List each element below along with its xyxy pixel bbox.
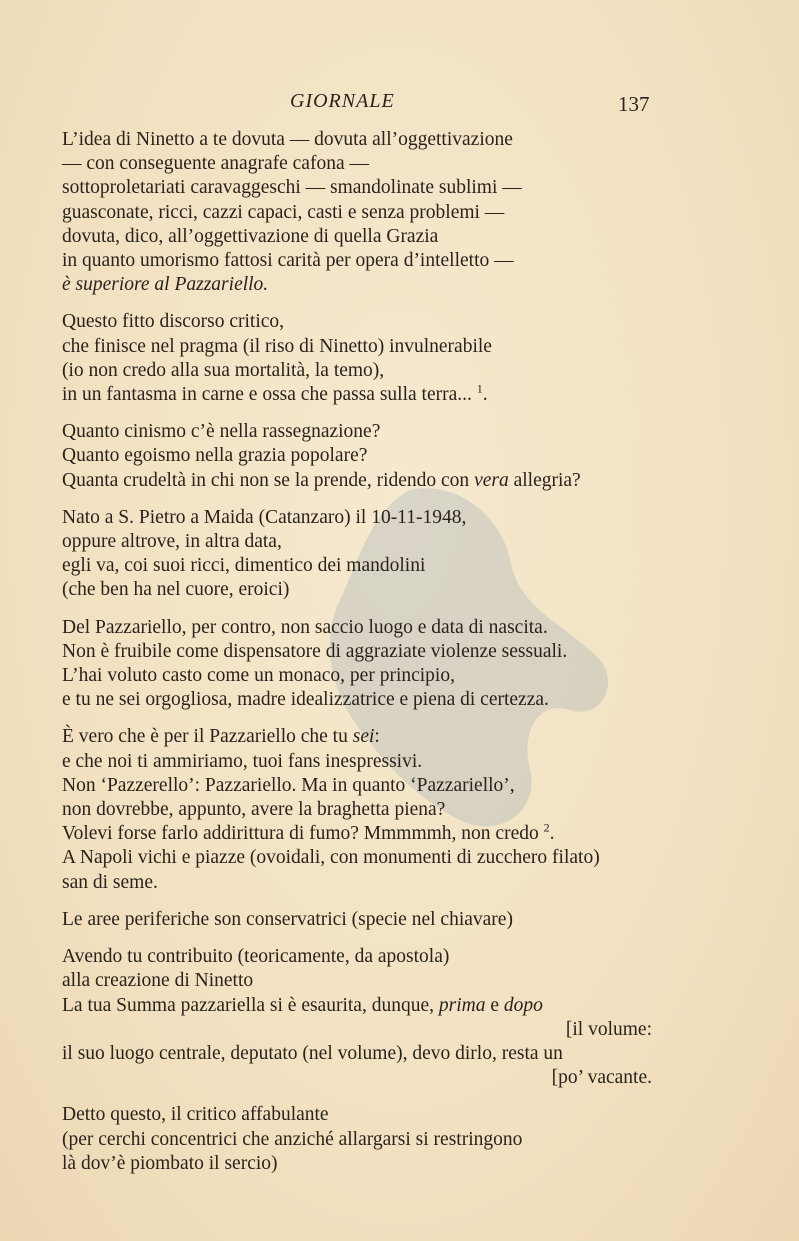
stanza xyxy=(62,945,652,1090)
verse-text: Avendo tu contribuito (teoricamente, da apostola) xyxy=(62,946,450,968)
verse-text: Quanto cinismo c’è nella rassegnazione? xyxy=(62,421,381,443)
verse-text: A Napoli vichi e piazze (ovoidali, con monumenti di zucchero filato) xyxy=(62,847,600,869)
running-head xyxy=(0,90,799,116)
verse-text: là dov’è piombato il sercio) xyxy=(62,1152,278,1174)
verse-text: : xyxy=(374,726,380,748)
verse-text: Quanto egoismo nella grazia popolare? xyxy=(62,445,368,467)
verse-line xyxy=(62,578,652,602)
verse-line xyxy=(62,640,652,664)
verse-line xyxy=(62,616,652,640)
verse-line xyxy=(62,554,652,578)
verse-text: — con conseguente anagrafe cafona — xyxy=(62,153,369,175)
verse-line xyxy=(62,128,652,152)
verse-text: Nato a S. Pietro a Maida (Catanzaro) il 10-11-1948, xyxy=(62,506,467,528)
verse-text: La tua Summa pazzariella si è esaurita, dunque, xyxy=(62,994,439,1016)
verse-text: . xyxy=(482,384,488,406)
footnote-marker: 1 xyxy=(476,381,483,396)
verse-text: che finisce nel pragma (il riso di Ninetto) invulnerabile xyxy=(62,335,492,357)
verse-line xyxy=(62,871,652,895)
verse-line xyxy=(62,1152,652,1176)
verse-text: oppure altrove, in altra data, xyxy=(62,531,282,553)
stanza xyxy=(62,506,652,603)
verse-text: Questo fitto discorso critico, xyxy=(62,311,285,333)
verse-line xyxy=(62,420,652,444)
verse-text: dovuta, dico, all’oggettivazione di quella Grazia xyxy=(62,225,439,247)
verse-line xyxy=(62,908,652,932)
verse-line xyxy=(62,335,652,359)
stanza xyxy=(62,725,652,894)
verse-text: . xyxy=(549,823,555,845)
running-title: GIORNALE xyxy=(290,90,395,112)
stanza xyxy=(62,1103,652,1176)
verse-text: [il volume: xyxy=(565,1018,652,1040)
verse-line xyxy=(62,725,652,749)
stanza xyxy=(62,420,652,493)
verse-line xyxy=(62,152,652,176)
verse-line xyxy=(62,945,652,969)
verse-text: in quanto umorismo fattosi carità per opera d’intelletto — xyxy=(62,250,514,272)
verse-text: sottoproletariati caravaggeschi — smandolinate sublimi — xyxy=(62,177,522,199)
verse-text: guasconate, ricci, cazzi capaci, casti e senza problemi — xyxy=(62,201,505,223)
italic-word: dopo xyxy=(503,994,543,1016)
verse-line xyxy=(62,822,652,846)
verse-text: è superiore al Pazzariello. xyxy=(62,274,269,296)
verse-text: alla creazione di Ninetto xyxy=(62,970,254,992)
verse-text: il suo luogo centrale, deputato (nel volume), devo dirlo, resta un xyxy=(62,1042,563,1064)
verse-line xyxy=(62,798,652,822)
verse-text: (che ben ha nel cuore, eroici) xyxy=(62,579,290,601)
stanza xyxy=(62,908,652,932)
footnote-marker: 2 xyxy=(543,820,550,835)
stanza xyxy=(62,128,652,297)
poem-body xyxy=(62,128,652,1189)
verse-line xyxy=(62,1042,652,1066)
verse-text: Quanta crudeltà in chi non se la prende, ridendo con xyxy=(62,469,475,491)
verse-text: Volevi forse farlo addirittura di fumo? Mmmmmh, non credo xyxy=(62,823,544,845)
verse-line xyxy=(62,1128,652,1152)
verse-line xyxy=(62,774,652,798)
verse-text: non dovrebbe, appunto, avere la braghetta piena? xyxy=(62,799,446,821)
verse-line xyxy=(62,383,652,407)
verse-text: (per cerchi concentrici che anziché allargarsi si restringono xyxy=(62,1128,523,1150)
verse-text: Non è fruibile come dispensatore di aggraziate violenze sessuali. xyxy=(62,640,568,662)
verse-line xyxy=(62,506,652,530)
verse-line xyxy=(62,664,652,688)
verse-line xyxy=(62,176,652,200)
verse-text: L’idea di Ninetto a te dovuta — dovuta all’oggettivazione xyxy=(62,129,513,150)
verse-line xyxy=(62,994,652,1018)
verse-line xyxy=(62,1103,652,1127)
italic-word: vera xyxy=(474,469,509,491)
verse-line xyxy=(62,530,652,554)
verse-text: [po’ vacante. xyxy=(551,1067,652,1089)
verse-line xyxy=(62,688,652,712)
stanza xyxy=(62,310,652,407)
verse-text: È vero che è per il Pazzariello che tu xyxy=(62,726,353,748)
italic-word: sei xyxy=(352,726,375,748)
verse-text: (io non credo alla sua mortalità, la temo), xyxy=(62,359,385,381)
verse-line xyxy=(62,359,652,383)
verse-text: san di seme. xyxy=(62,871,158,893)
verse-text: egli va, coi suoi ricci, dimentico dei mandolini xyxy=(62,555,426,577)
verse-line xyxy=(62,846,652,870)
verse-text: e che noi ti ammiriamo, tuoi fans inespressivi. xyxy=(62,750,423,772)
verse-line xyxy=(62,225,652,249)
verse-line xyxy=(62,969,652,993)
verse-line xyxy=(62,273,652,297)
verse-line xyxy=(62,750,652,774)
verse-line xyxy=(62,444,652,468)
verse-line xyxy=(62,1066,652,1090)
verse-text: in un fantasma in carne e ossa che passa sulla terra... xyxy=(62,384,477,406)
verse-text: e tu ne sei orgogliosa, madre idealizzatrice e piena di certezza. xyxy=(62,689,549,711)
verse-line xyxy=(62,1018,652,1042)
verse-line xyxy=(62,201,652,225)
verse-text: Del Pazzariello, per contro, non saccio luogo e data di nascita. xyxy=(62,616,548,638)
italic-word: prima xyxy=(438,994,486,1016)
verse-text: L’hai voluto casto come un monaco, per principio, xyxy=(62,665,455,687)
verse-text: Non ‘Pazzerello’: Pazzariello. Ma in quanto ‘Pazzariello’, xyxy=(62,774,515,796)
page-number: 137 xyxy=(618,92,650,116)
verse-line xyxy=(62,249,652,273)
verse-text: Detto questo, il critico affabulante xyxy=(62,1104,329,1126)
verse-text: Le aree periferiche son conservatrici (specie nel chiavare) xyxy=(62,908,513,930)
verse-text: allegria? xyxy=(508,469,581,491)
verse-line xyxy=(62,469,652,493)
verse-line xyxy=(62,310,652,334)
verse-text: e xyxy=(485,994,504,1016)
stanza xyxy=(62,616,652,713)
